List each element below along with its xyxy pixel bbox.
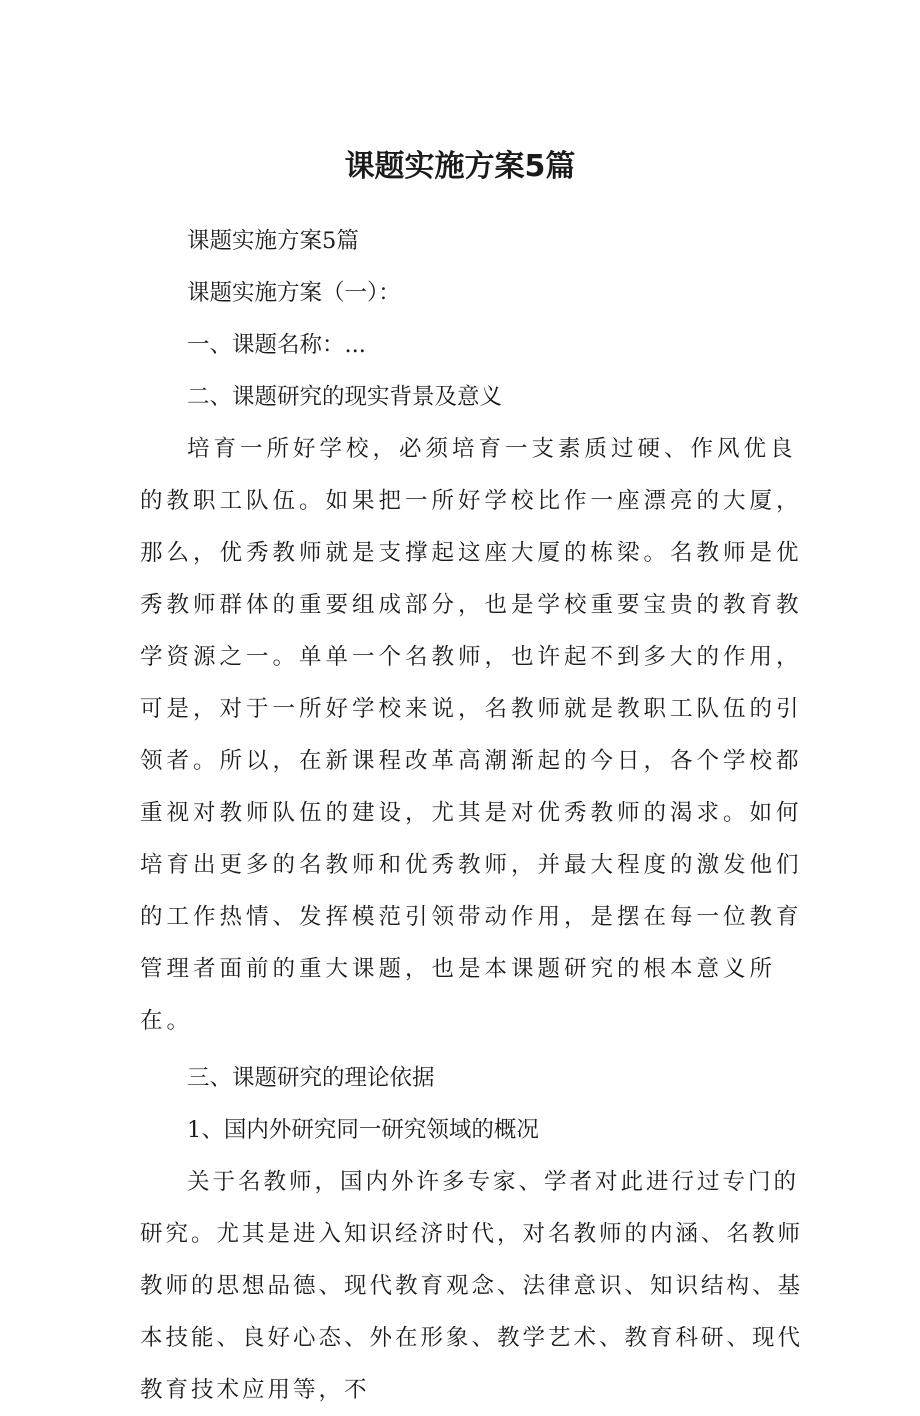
document-body: [140, 215, 810, 1416]
paragraph-section-three: 三、课题研究的理论依据: [187, 1065, 435, 1091]
paragraph-section-two: 二、课题研究的现实背景及意义: [187, 384, 503, 410]
paragraph-section-one: 一、课题名称：...: [187, 332, 366, 358]
paragraph-background: 培育一所好学校，必须培育一支素质过硬、作风优良的教职工队伍。如果把一所好学校比作一座漂亮的大厦，那么，优秀教师就是支撑起这座大厦的栋梁。名教师是优秀教师群体的重要组成部分，也是学校重要宝贵的教育教学资源之一。单单一个名教师，也许起不到多大的作用，可是，对于一所好学校来说，名教师就是教职工队伍的引领者。所以，在新课程改革高潮渐起的今日，各个学校都重视对教师队伍的建设，尤其是对优秀教师的渴求。如何培育出更多的名教师和优秀教师，并最大程度的激发他们的工作热情、发挥模范引领带动作用，是摆在每一位教育管理者面前的重大课题，也是本课题研究的根本意义所在。: [140, 436, 803, 1034]
paragraph-subtitle: 课题实施方案5篇: [187, 228, 359, 254]
document-title: 课题实施方案5篇: [344, 149, 576, 184]
paragraph-research-overview: 关于名教师，国内外许多专家、学者对此进行过专门的研究。尤其是进入知识经济时代，对名教师的内涵、名教师教师的思想品德、现代教育观念、法律意识、知识结构、基本技能、良好心态、外在形象、教学艺术、教育科研、现代教育技术应用等，不: [140, 1169, 804, 1403]
paragraph-subsection-one: 1、国内外研究同一研究领域的概况: [187, 1117, 539, 1143]
paragraph-plan-one: 课题实施方案（一）：: [187, 280, 401, 306]
